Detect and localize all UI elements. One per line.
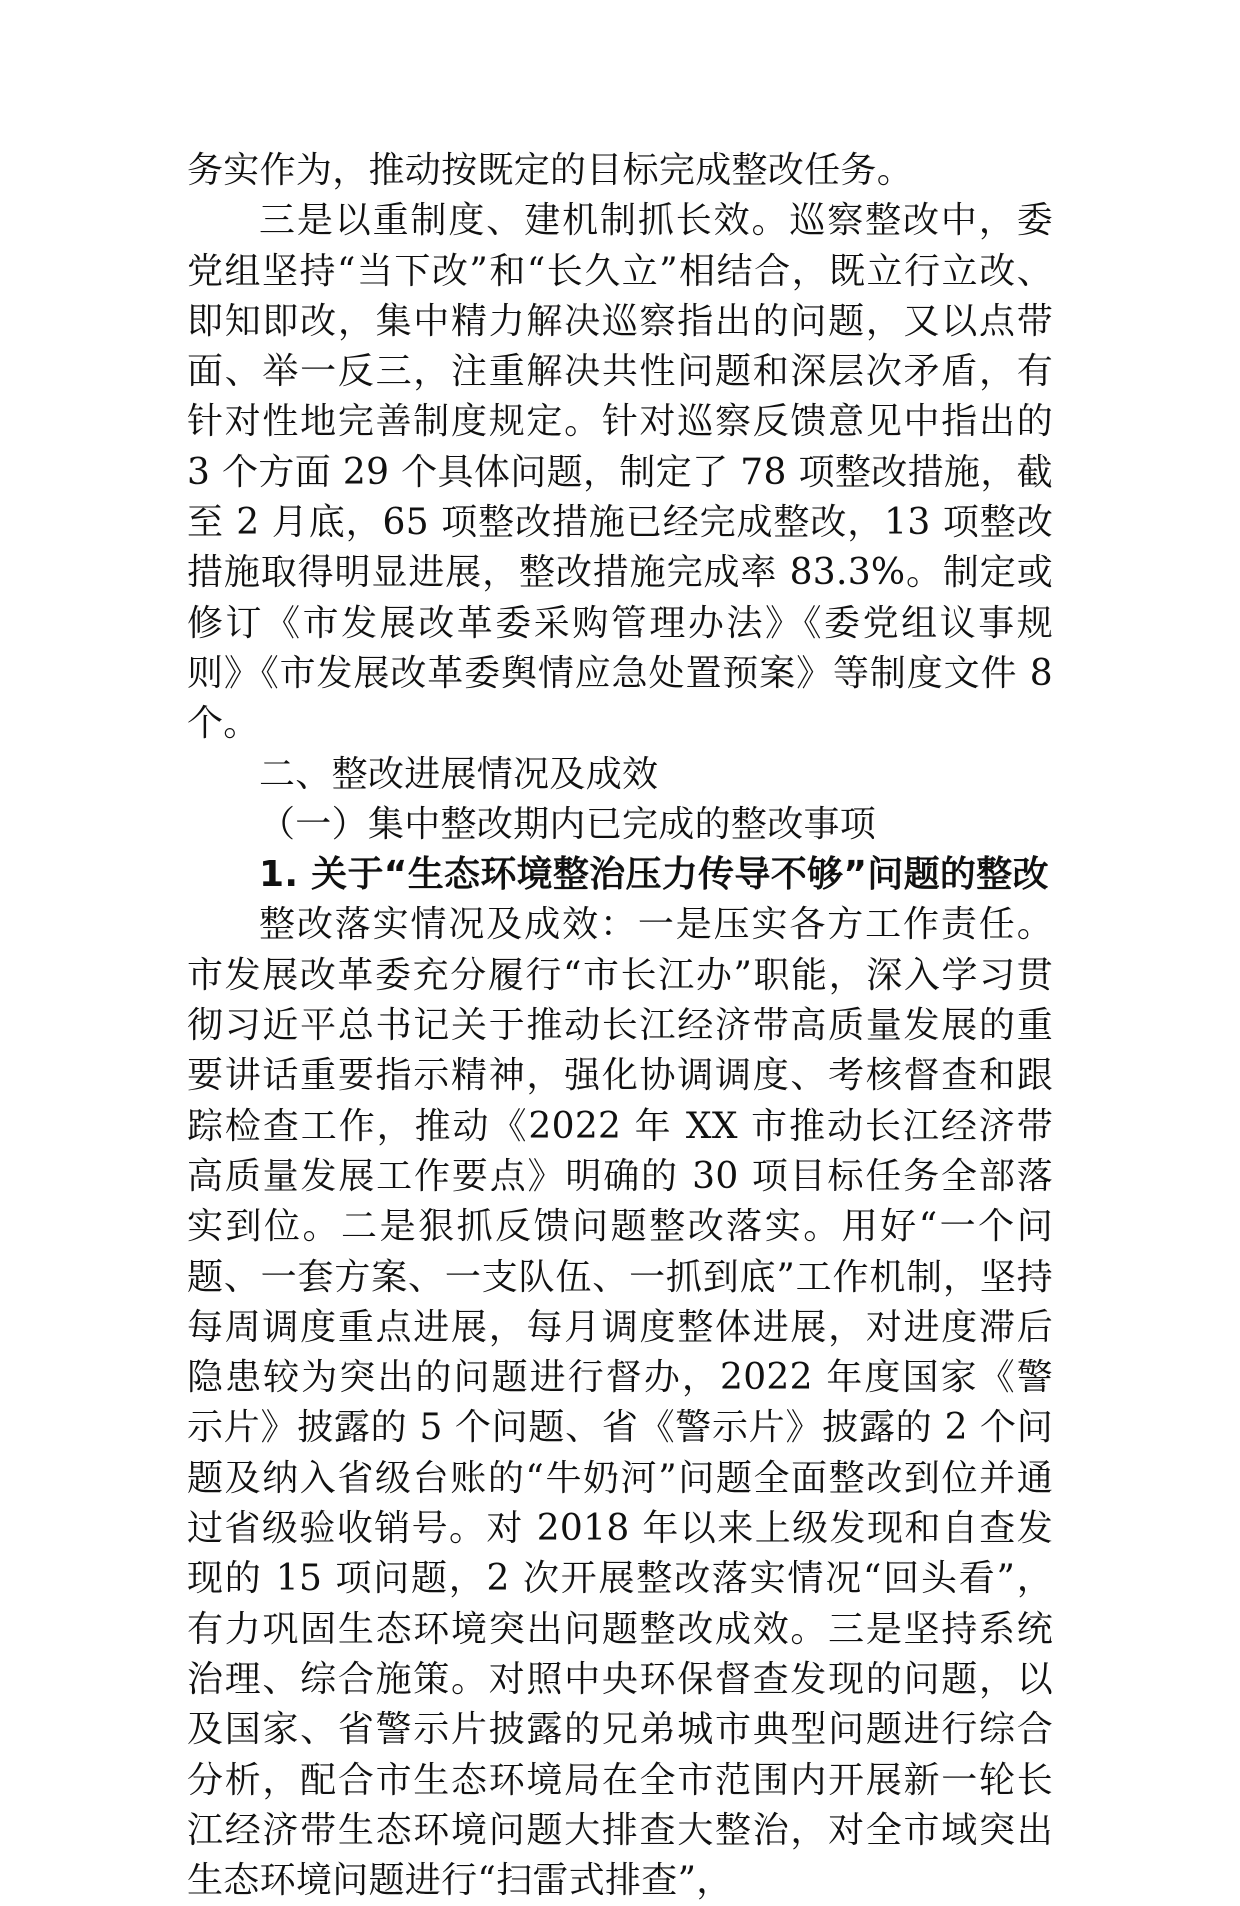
item-heading-ecology: 1. 关于“生态环境整治压力传导不够”问题的整改 (259, 854, 1049, 896)
paragraph-rectification-results: 整改落实情况及成效：一是压实各方工作责任。市发展改革委充分履行“市长江办”职能，深入学习贯彻习近平总书记关于推动长江经济带高质量发展的重要讲话重要指示精神，强化协调调度、考核督查和跟踪检查工作，推动《2022 年 XX 市推动长江经济带高质量发展工作要点》明确的 30 项目标任务全部落实到位。二是狠抓反馈问题整改落实。用好“一个问题、一套方案、一支队伍、一抓到底”工作机制，坚持每周调度重点进展，每月调度整体进展，对进度滞后隐患较为突出的问题进行督办，2022 年度国家《警示片》披露的 5 个问题、省《警示片》披露的 2 个问题及纳入省级台账的“牛奶河”问题全面整改到位并通过省级验收销号。对 2018 年以来上级发现和自查发现的 15 项问题，2 次开展整改落实情况“回头看”，有力巩固生态环境突出问题整改成效。三是坚持系统治理、综合施策。对照中央环保督查发现的问题，以及国家、省警示片披露的兄弟城市典型问题进行综合分析，配合市生态环境局在全市范围内开展新一轮长江经济带生态环境问题大排查大整治，对全市域突出生态环境问题进行“扫雷式排查”， (187, 904, 1053, 1902)
subsection-heading-completed: （一）集中整改期内已完成的整改事项 (259, 803, 877, 845)
paragraph-long-term-mechanism: 三是以重制度、建机制抓长效。巡察整改中，委党组坚持“当下改”和“长久立”相结合，既立行立改、即知即改，集中精力解决巡察指出的问题，又以点带面、举一反三，注重解决共性问题和深层次矛盾，有针对性地完善制度规定。针对巡察反馈意见中指出的 3 个方面 29 个具体问题，制定了 78 项整改措施，截至 2 月底，65 项整改措施已经完成整改，13 项整改措施取得明显进展，整改措施完成率 83.3%。制定或修订《市发展改革委采购管理办法》《委党组议事规则》《市发展改革委舆情应急处置预案》等制度文件 8 个。 (187, 200, 1053, 745)
section-heading-progress: 二、整改进展情况及成效 (259, 753, 659, 795)
document-body (187, 146, 1053, 1906)
paragraph-continuation: 务实作为，推动按既定的目标完成整改任务。 (187, 150, 914, 191)
